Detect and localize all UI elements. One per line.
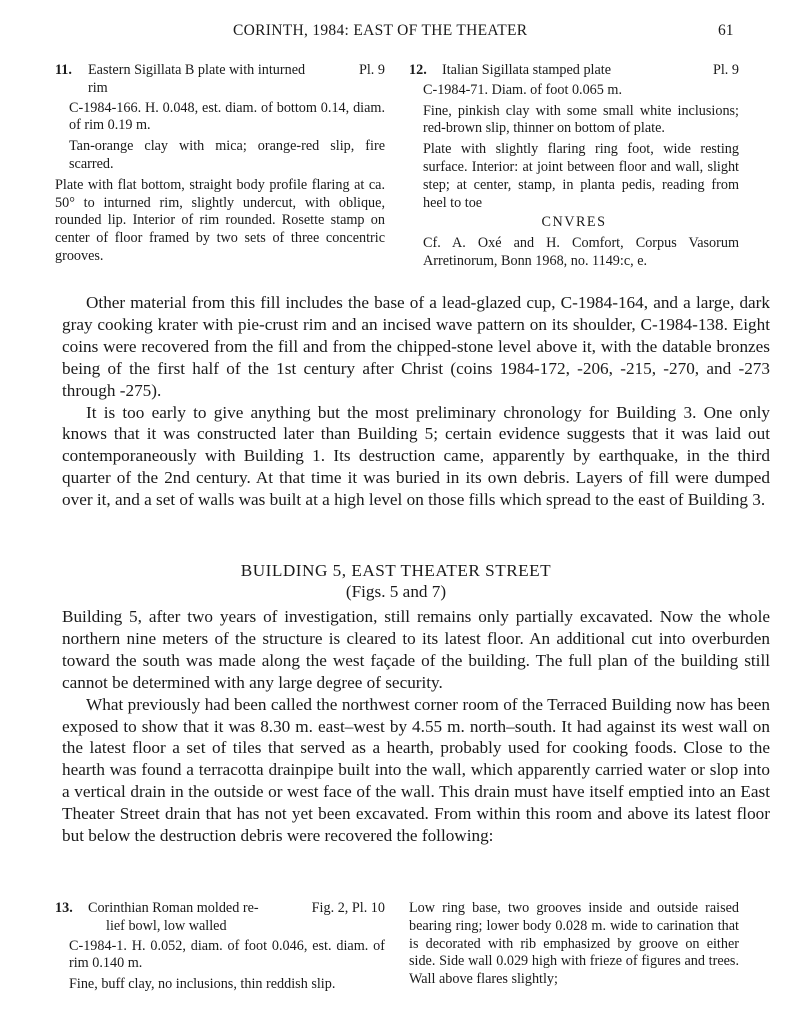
plate-reference: Pl. 9: [712, 62, 739, 78]
entry-paragraph: Plate with slightly flaring ring foot, wide resting surface. Interior: at joint between floor and wall, slight step; at center, stamp, in planta pedis, reading from heel to toe: [423, 141, 739, 211]
entry-title-line: Italian Sigillata stamped plate: [442, 62, 612, 78]
plate-reference: Fig. 2, Pl. 10: [311, 900, 385, 916]
catalog-entry-13-continued: [409, 900, 739, 989]
body-paragraph: What previously had been called the northwest corner room of the Terraced Building now has been exposed to show that it was 8.30 m. east–west by 4.55 m. north–south. It had against its west wall on the latest floor a set of tiles that served as a hearth, probably used for cooking foods. Close to the hearth was found a terracotta drainpipe built into the wall, which apparently carried water or slop into a vertical drain in the outside or west face of the wall. This drain must have itself emptied into an East Theater Street drain that has not yet been excavated. From within this room and above its latest floor but below the destruction debris were recovered the following:: [62, 694, 770, 846]
running-head: [0, 22, 792, 44]
entry-title-line: Corinthian Roman molded re-: [88, 900, 259, 916]
entry-paragraph: Fine, buff clay, no inclusions, thin reddish slip.: [69, 976, 336, 993]
entry-paragraph: Plate with flat bottom, straight body profile flaring at ca. 50° to inturned rim, slightly undercut, with oblique, rounded lip. Interior of rim rounded. Rosette stamp on center of floor framed by two sets of three concentric grooves.: [55, 176, 385, 264]
body-paragraph: It is too early to give anything but the most preliminary chronology for Building 3. One only knows that it was constructed later than Building 5; certain evidence suggests that it was laid out contemporaneously with Building 1. Its destruction came, apparently by earthquake, in the third quarter of the 2nd century. At that time it was buried in its own debris. Layers of fill were dumped over it, and a set of walls was built at a high level on those fills which spread to the east of Building 3.: [62, 402, 770, 510]
body-paragraph: Building 5, after two years of investigation, still remains only partially excavated. Now the whole northern nine meters of the structure is cleared to its latest floor. An additional cut into overburden toward the south was made along the west façade of the building. The full plan of the building still cannot be determined with any large degree of security.: [62, 607, 770, 692]
entry-title-line: Eastern Sigillata B plate with inturned: [88, 62, 306, 78]
catalog-entry-12: [409, 62, 739, 271]
body-text-block: [62, 292, 770, 511]
body-paragraph: Other material from this fill includes the base of a lead-glazed cup, C-1984-164, and a large, dark gray cooking krater with pie-crust rim and an incised wave pattern on its shoulder, C-1984-138. Eight coins were recovered from the fill and from the chipped-stone level above it, with the datable bronzes being of the first half of the 1st century after Christ (coins 1984-172, -206, -215, -270, and -273 through -275).: [62, 293, 770, 400]
entry-heading: [409, 62, 739, 80]
entry-paragraph: C-1984-1. H. 0.052, diam. of foot 0.046, est. diam. of rim 0.140 m.: [69, 937, 385, 972]
bibliographic-reference: Cf. A. Oxé and H. Comfort, Corpus Vasorum Arretinorum, Bonn 1968, no. 1149:c, e.: [423, 235, 739, 269]
body-text-block: [62, 606, 770, 847]
entry-number: 11.: [55, 62, 72, 78]
entry-number: 13.: [55, 900, 73, 916]
entry-number: 12.: [409, 62, 427, 78]
section-heading: [0, 560, 792, 602]
entry-paragraph: C-1984-166. H. 0.048, est. diam. of bottom 0.14, diam. of rim 0.19 m.: [69, 99, 385, 134]
section-title: BUILDING 5, EAST THEATER STREET: [240, 561, 552, 580]
page-number: 61: [718, 22, 734, 39]
catalog-entry-11: [55, 62, 385, 266]
entry-heading: [55, 900, 385, 936]
running-title: CORINTH, 1984: EAST OF THE THEATER: [233, 22, 528, 39]
catalog-entry-13: [55, 900, 385, 994]
entry-paragraph: Low ring base, two grooves inside and outside raised bearing ring; lower body 0.028 m. wide to carination that is decorated with rib emphasized by groove on either side. Side wall 0.029 high with frieze of figures and trees. Wall above flares slightly;: [409, 900, 739, 988]
entry-title-line: rim: [88, 79, 108, 96]
entry-paragraph: Fine, pinkish clay with some small white inclusions; red-brown slip, thinner on bottom of plate.: [423, 102, 739, 137]
entry-paragraph: C-1984-71. Diam. of foot 0.065 m.: [423, 81, 622, 98]
entry-paragraph: Tan-orange clay with mica; orange-red slip, fire scarred.: [69, 138, 385, 172]
section-subtitle: (Figs. 5 and 7): [345, 582, 447, 601]
entry-title-line: lief bowl, low walled: [106, 917, 227, 934]
plate-reference: Pl. 9: [358, 62, 385, 78]
stamp-reading: CNVRES: [541, 214, 607, 231]
entry-heading: [55, 62, 385, 98]
